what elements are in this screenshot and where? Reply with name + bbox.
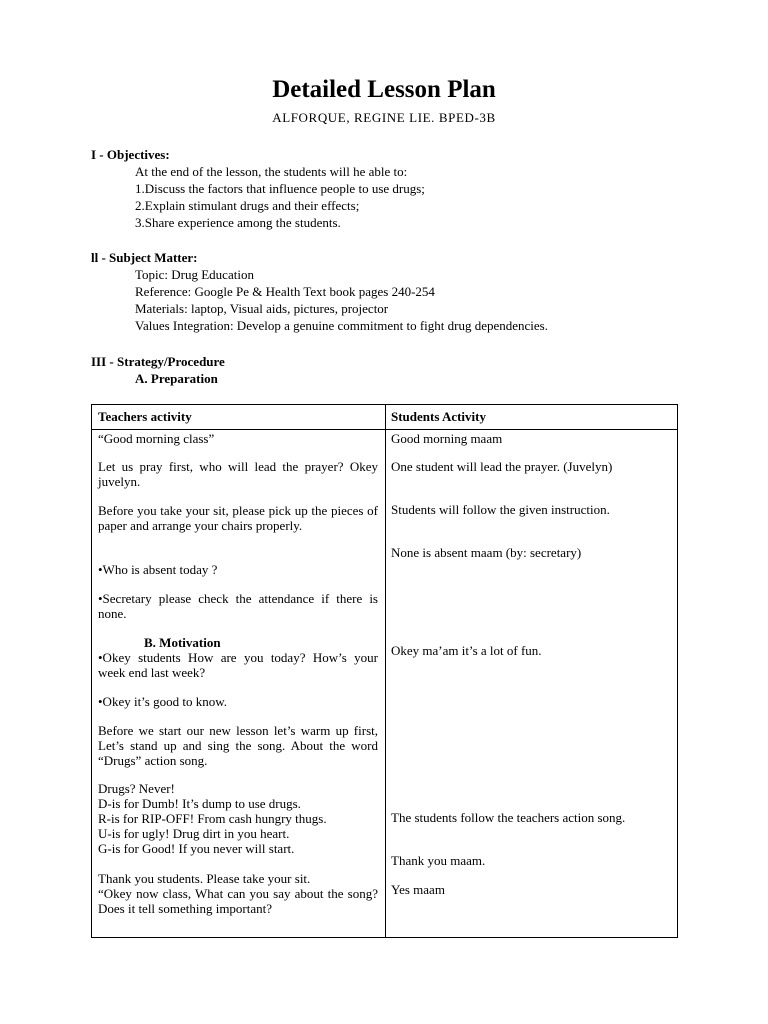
- student-response: None is absent maam (by: secretary): [391, 545, 582, 560]
- header-teachers-activity: Teachers activity: [98, 409, 192, 424]
- teacher-prayer: Let us pray first, who will lead the prayer? Okey juvelyn.: [98, 459, 378, 489]
- song-line: U-is for ugly! Drug dirt in you heart.: [98, 826, 290, 841]
- teacher-absent-question: •Who is absent today ?: [98, 562, 218, 577]
- subject-materials: Materials: laptop, Visual aids, pictures, projector: [135, 301, 389, 316]
- song-line: D-is for Dumb! It’s dump to use drugs.: [98, 796, 301, 811]
- teacher-attendance: •Secretary please check the attendance if there is none.: [98, 591, 378, 621]
- student-response: Okey ma’am it’s a lot of fun.: [391, 643, 542, 658]
- student-response: One student will lead the prayer. (Juvelyn): [391, 459, 613, 474]
- objective-item: 3.Share experience among the students.: [135, 215, 341, 230]
- song-line: G-is for Good! If you never will start.: [98, 841, 295, 856]
- teacher-arrange-chairs: Before you take your sit, please pick up the pieces of paper and arrange your chairs properly.: [98, 503, 378, 533]
- teacher-warm-up: Before we start our new lesson let’s warm up first, Let’s stand up and sing the song. About the word “Drugs” action song.: [98, 723, 378, 768]
- header-divider: [92, 429, 677, 430]
- objective-item: 2.Explain stimulant drugs and their effects;: [135, 198, 360, 213]
- header-students-activity: Students Activity: [391, 409, 486, 424]
- page-title: Detailed Lesson Plan: [272, 76, 496, 103]
- column-divider: [385, 405, 386, 937]
- objectives-intro: At the end of the lesson, the students will he able to:: [135, 164, 408, 179]
- student-response: Yes maam: [391, 882, 445, 897]
- objectives-heading: I - Objectives:: [91, 147, 170, 162]
- song-line: R-is for RIP-OFF! From cash hungry thugs.: [98, 811, 327, 826]
- subject-values: Values Integration: Develop a genuine commitment to fight drug dependencies.: [135, 318, 548, 333]
- author-line: ALFORQUE, REGINE LIE. BPED-3B: [272, 110, 496, 125]
- song-line: Drugs? Never!: [98, 781, 175, 796]
- preparation-subheading: A. Preparation: [135, 371, 218, 386]
- teacher-song-question: “Okey now class, What can you say about the song? Does it tell something important?: [98, 886, 378, 916]
- activity-table: [91, 404, 678, 938]
- subject-topic: Topic: Drug Education: [135, 267, 254, 282]
- teacher-take-sit: Thank you students. Please take your sit.: [98, 871, 311, 886]
- student-response: Students will follow the given instruction.: [391, 502, 610, 517]
- objectives-list: [135, 163, 425, 231]
- strategy-heading: III - Strategy/Procedure: [91, 354, 225, 369]
- student-response: Good morning maam: [391, 431, 503, 446]
- teacher-how-are-you: •Okey students How are you today? How’s your week end last week?: [98, 650, 378, 680]
- student-response: The students follow the teachers action song.: [391, 810, 626, 825]
- student-response: Thank you maam.: [391, 853, 486, 868]
- song-lyrics: [98, 781, 378, 856]
- motivation-heading: B. Motivation: [144, 635, 221, 650]
- teacher-good-to-know: •Okey it’s good to know.: [98, 694, 228, 709]
- subject-heading: ll - Subject Matter:: [91, 250, 198, 265]
- teacher-greeting: “Good morning class”: [98, 431, 215, 446]
- subject-reference: Reference: Google Pe & Health Text book pages 240-254: [135, 284, 435, 299]
- subject-list: [135, 266, 548, 334]
- objective-item: 1.Discuss the factors that influence people to use drugs;: [135, 181, 425, 196]
